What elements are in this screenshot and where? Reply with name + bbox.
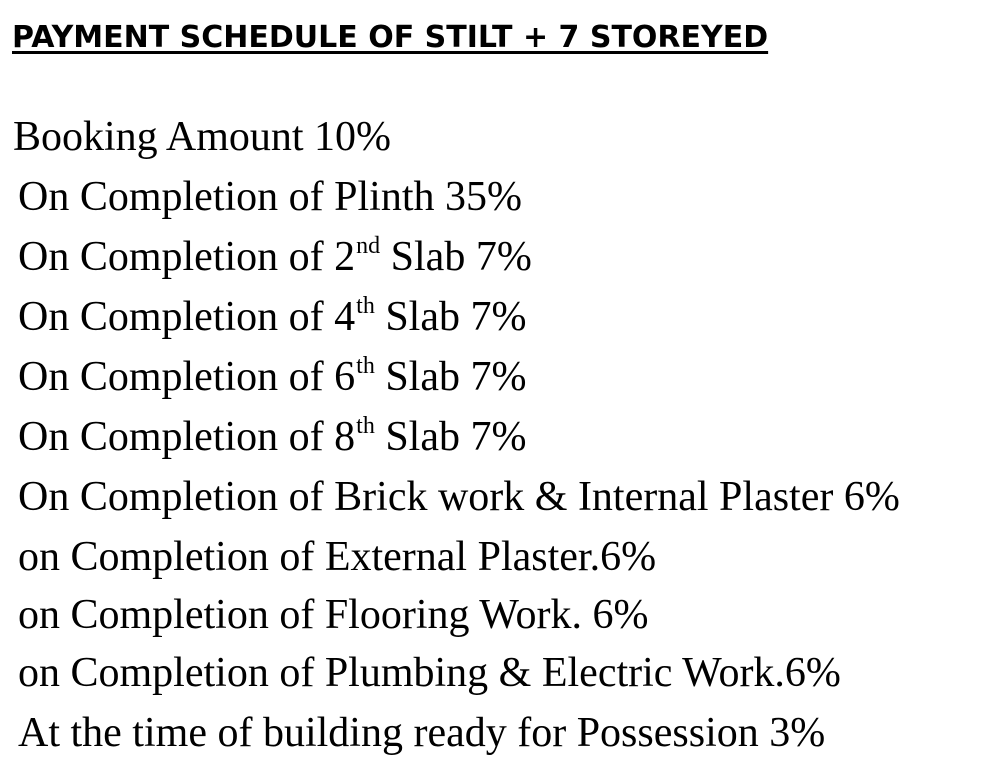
schedule-item-text: on Completion of Flooring Work. 6% xyxy=(18,592,649,638)
schedule-item-text: on Completion of External Plaster.6% xyxy=(18,534,657,580)
schedule-item-plumbing-electric xyxy=(0,643,995,703)
schedule-item-suffix: Slab 7% xyxy=(374,354,527,400)
schedule-item-prefix: On Completion of 8 xyxy=(18,414,356,460)
ordinal-suffix: th xyxy=(356,353,375,379)
schedule-item-text: On Completion of Brick work & Internal Plaster 6% xyxy=(18,474,900,520)
schedule-item-possession xyxy=(0,703,995,763)
payment-schedule-list xyxy=(0,107,995,763)
schedule-item-text: Booking Amount 10% xyxy=(13,114,392,160)
ordinal-suffix: th xyxy=(356,413,375,439)
schedule-item-8th-slab xyxy=(0,407,995,467)
schedule-item-flooring xyxy=(0,587,995,643)
schedule-item-external-plaster xyxy=(0,527,995,587)
schedule-item-4th-slab xyxy=(0,287,995,347)
ordinal-suffix: th xyxy=(356,293,375,319)
schedule-item-suffix: Slab 7% xyxy=(374,414,527,460)
ordinal-suffix: nd xyxy=(356,233,381,259)
schedule-item-booking xyxy=(0,107,995,167)
schedule-item-prefix: On Completion of 4 xyxy=(18,294,356,340)
page-title: PAYMENT SCHEDULE OF STILT + 7 STOREYED xyxy=(12,20,769,55)
schedule-item-text: On Completion of Plinth 35% xyxy=(18,174,522,220)
schedule-item-2nd-slab xyxy=(0,227,995,287)
schedule-item-suffix: Slab 7% xyxy=(374,294,527,340)
schedule-item-brick-work xyxy=(0,467,995,527)
schedule-item-6th-slab xyxy=(0,347,995,407)
schedule-item-text: on Completion of Plumbing & Electric Work.6% xyxy=(18,650,841,696)
schedule-item-prefix: On Completion of 2 xyxy=(18,234,356,280)
schedule-item-text: At the time of building ready for Possession 3% xyxy=(18,710,826,756)
schedule-item-prefix: On Completion of 6 xyxy=(18,354,356,400)
schedule-item-suffix: Slab 7% xyxy=(380,234,532,280)
schedule-item-plinth xyxy=(0,167,995,227)
